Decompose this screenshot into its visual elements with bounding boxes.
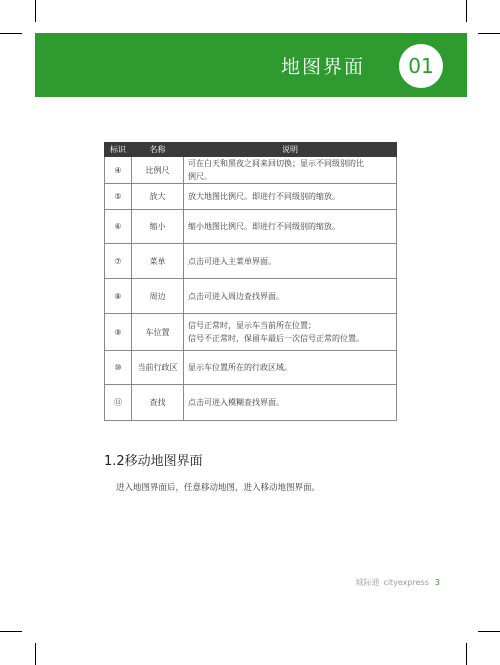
column-header-description: 说明 (184, 143, 397, 157)
brand-name-en: cityexpress (383, 578, 429, 587)
table-row (105, 314, 397, 351)
row-description: 可在白天和黑夜之间来回切换；显示不同级别的比 例尺。 (184, 157, 397, 184)
table-row (105, 244, 397, 279)
crop-mark (466, 0, 467, 22)
row-description: 信号正常时，显示车当前所在位置； 信号不正常时，保留车最后一次信号正常的位置。 (184, 314, 397, 351)
row-id: ⑦ (105, 244, 132, 279)
crop-mark (0, 631, 22, 632)
table-header-row (105, 143, 397, 157)
section-heading: 1.2移动地图界面 (104, 454, 203, 469)
row-description: 缩小地图比例尺。即进行不同级别的缩放。 (184, 210, 397, 244)
row-id: ⑧ (105, 279, 132, 314)
column-header-name: 名称 (132, 143, 184, 157)
feature-table (104, 142, 397, 421)
row-description: 放大地图比例尺。即进行不同级别的缩放。 (184, 184, 397, 210)
row-id: ⑥ (105, 210, 132, 244)
row-id: ⑩ (105, 351, 132, 385)
row-name: 周边 (132, 279, 184, 314)
row-id: ④ (105, 157, 132, 184)
section-body-text: 进入地图界面后，任意移动地图，进入移动地图界面。 (116, 483, 321, 493)
page-footer (355, 577, 440, 588)
row-name: 放大 (132, 184, 184, 210)
crop-mark (478, 631, 500, 632)
row-id: ⑪ (105, 385, 132, 421)
row-description: 点击可进入模糊查找界面。 (184, 385, 397, 421)
table-row (105, 157, 397, 184)
row-name: 比例尺 (132, 157, 184, 184)
row-description: 显示车位置所在的行政区域。 (184, 351, 397, 385)
page-number: 3 (434, 578, 440, 587)
chapter-number-badge: 01 (399, 44, 443, 88)
crop-mark (466, 643, 467, 665)
row-name: 当前行政区 (132, 351, 184, 385)
row-name: 菜单 (132, 244, 184, 279)
row-description: 点击可进入主菜单界面。 (184, 244, 397, 279)
table-row (105, 184, 397, 210)
row-id: ⑤ (105, 184, 132, 210)
brand-name-cn: 城际通 (355, 578, 380, 587)
row-name: 缩小 (132, 210, 184, 244)
crop-mark (0, 33, 22, 34)
row-description: 点击可进入周边查找界面。 (184, 279, 397, 314)
page-title: 地图界面 (280, 56, 365, 78)
chapter-header (35, 33, 467, 97)
row-name: 查找 (132, 385, 184, 421)
row-id: ⑨ (105, 314, 132, 351)
row-name: 车位置 (132, 314, 184, 351)
table-row (105, 385, 397, 421)
crop-mark (35, 0, 36, 22)
crop-mark (478, 33, 500, 34)
table-row (105, 210, 397, 244)
table-row (105, 279, 397, 314)
crop-mark (35, 643, 36, 665)
column-header-id: 标识 (105, 143, 132, 157)
table-row (105, 351, 397, 385)
